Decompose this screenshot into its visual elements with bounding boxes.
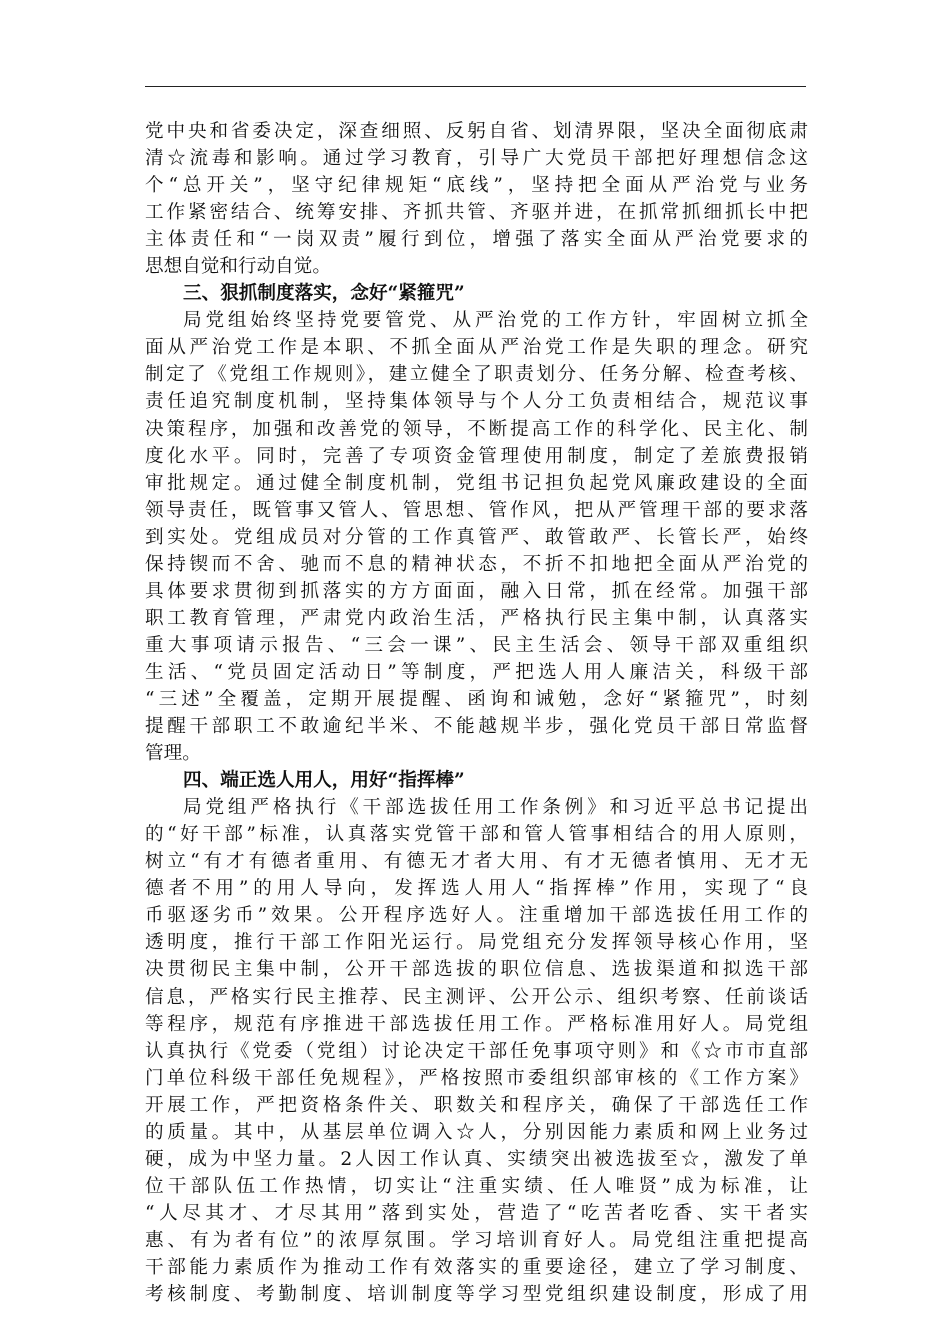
text-line: 决策程序，加强和改善党的领导，不断提高工作的科学化、民主化、制 (145, 418, 808, 440)
text-line: 生活、“党员固定活动日”等制度，严把选人用人廉洁关，科级干部 (145, 661, 808, 683)
text-line: 重大事项请示报告、“三会一课”、民主生活会、领导干部双重组织 (145, 634, 808, 656)
text-line: “三述”全覆盖，定期开展提醒、函询和诫勉，念好“紧箍咒”，时刻 (145, 688, 808, 710)
text-line: 领导责任，既管事又管人、管思想、管作风，把从严管理干部的要求落 (145, 499, 808, 521)
text-line: 信息，严格实行民主推荐、民主测评、公开公示、组织考察、任前谈话 (145, 986, 808, 1008)
text-line: 认真执行《党委（党组）讨论决定干部任免事项守则》和《☆市市直部 (145, 1040, 808, 1062)
section-heading: 三、狠抓制度落实，念好“紧箍咒” (183, 283, 465, 305)
text-line: “人尽其才、才尽其用”落到实处，营造了“吃苦者吃香、实干者实 (145, 1202, 808, 1224)
text-line: 提醒干部职工不敢逾纪半米、不能越规半步，强化党员干部日常监督 (145, 716, 808, 738)
text-line: 度化水平。同时，完善了专项资金管理使用制度，制定了差旅费报销 (145, 445, 808, 467)
text-line: 工作紧密结合、统筹安排、齐抓共管、齐驱并进，在抓常抓细抓长中把 (145, 202, 808, 224)
paragraph-first-line: 局党组始终坚持党要管党、从严治党的工作方针，牢固树立抓全 (183, 310, 808, 332)
text-line: 清☆流毒和影响。通过学习教育，引导广大党员干部把好理想信念这 (145, 148, 808, 170)
text-line: 开展工作，严把资格条件关、职数关和程序关，确保了干部选任工作 (145, 1094, 808, 1116)
text-line: 党中央和省委决定，深查细照、反躬自省、划清界限，坚决全面彻底肃 (145, 121, 808, 142)
text-line: 德者不用”的用人导向，发挥选人用人“指挥棒”作用，实现了“良 (145, 878, 808, 900)
text-line: 到实处。党组成员对分管的工作真管严、敢管敢严、长管长严，始终 (145, 526, 808, 548)
text-line: 硬，成为中坚力量。2人因工作认真、实绩突出被选拔至☆，激发了单 (145, 1148, 808, 1170)
text-line: 主体责任和“一岗双责”履行到位，增强了落实全面从严治党要求的 (145, 229, 808, 251)
text-line: 决贯彻民主集中制，公开干部选拔的职位信息、选拔渠道和拟选干部 (145, 959, 808, 981)
paragraph-first-line: 局党组严格执行《干部选拔任用工作条例》和习近平总书记提出 (183, 797, 808, 819)
document-body (145, 118, 808, 1308)
text-line: 透明度，推行干部工作阳光运行。局党组充分发挥领导核心作用，坚 (145, 932, 808, 954)
paragraph-last-line: 思想自觉和行动自觉。 (145, 256, 331, 278)
text-line: 干部能力素质作为推动工作有效落实的重要途径，建立了学习制度、 (145, 1256, 808, 1278)
text-line: 审批规定。通过健全制度机制，党组书记担负起党风廉政建设的全面 (145, 472, 808, 494)
text-line: 惠、有为者有位”的浓厚氛围。学习培训育好人。局党组注重把提高 (145, 1229, 808, 1251)
text-line: 具体要求贯彻到抓落实的方方面面，融入日常，抓在经常。加强干部 (145, 580, 808, 602)
text-line: 的质量。其中，从基层单位调入☆人，分别因能力素质和网上业务过 (145, 1121, 808, 1143)
text-line: 面从严治党工作是本职、不抓全面从严治党工作是失职的理念。研究 (145, 337, 808, 359)
text-line: 的“好干部”标准，认真落实党管干部和管人管事相结合的用人原则， (145, 824, 808, 846)
header-rule (145, 86, 806, 87)
text-line: 树立“有才有德者重用、有德无才者大用、有才无德者慎用、无才无 (145, 851, 808, 873)
paragraph-last-line: 管理。 (145, 743, 201, 765)
text-line: 位干部队伍工作热情，切实让“注重实绩、任人唯贤”成为标准，让 (145, 1175, 808, 1197)
text-line: 等程序，规范有序推进干部选拔任用工作。严格标准用好人。局党组 (145, 1013, 808, 1035)
section-heading: 四、端正选人用人，用好“指挥棒” (183, 770, 465, 792)
text-line: 个“总开关”，坚守纪律规矩“底线”，坚持把全面从严治党与业务 (145, 175, 808, 197)
text-line: 制定了《党组工作规则》，建立健全了职责划分、任务分解、检查考核、 (145, 364, 808, 386)
text-line: 保持锲而不舍、驰而不息的精神状态，不折不扣地把全面从严治党的 (145, 553, 808, 575)
text-line: 币驱逐劣币”效果。公开程序选好人。注重增加干部选拔任用工作的 (145, 905, 808, 927)
text-line: 考核制度、考勤制度、培训制度等学习型党组织建设制度，形成了用 (145, 1284, 808, 1306)
text-line: 门单位科级干部任免规程》，严格按照市委组织部审核的《工作方案》 (145, 1067, 808, 1089)
text-line: 责任追究制度机制，坚持集体领导与个人分工负责相结合，规范议事 (145, 391, 808, 413)
text-line: 职工教育管理，严肃党内政治生活，严格执行民主集中制，认真落实 (145, 607, 808, 629)
